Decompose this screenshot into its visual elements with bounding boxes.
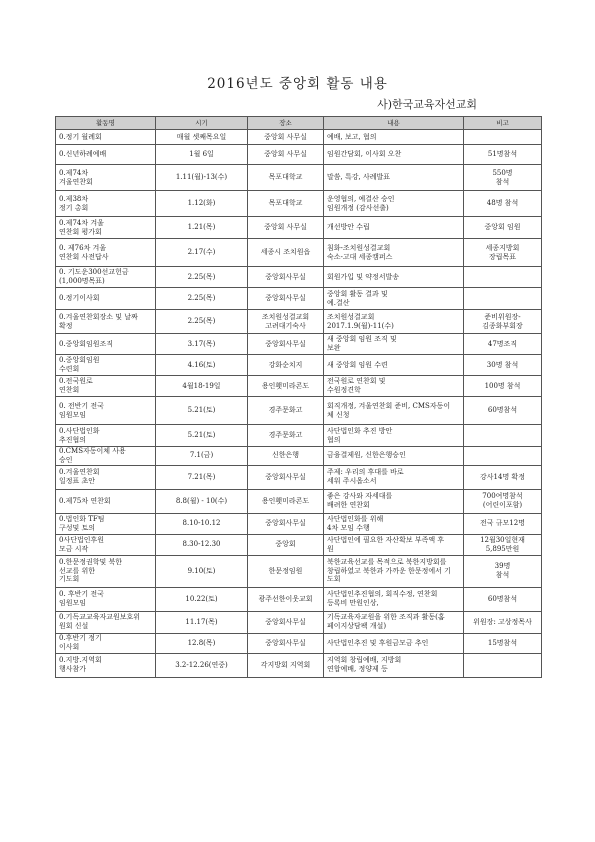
activity-name-cell: 0.제75차 연찬회: [56, 489, 156, 513]
content-cell: 지역회 창립예배, 지방회 연합예배, 정양제 등: [324, 653, 464, 677]
place-cell: 중앙회사무실: [248, 633, 324, 653]
activities-table: [55, 116, 542, 678]
place-cell: 각지방회 지역회: [248, 653, 324, 677]
period-cell: 11.17(목): [156, 611, 248, 633]
note-cell: 30명 참석: [464, 355, 542, 376]
activity-name-cell: 0. 후반기 전국 임원모임: [56, 587, 156, 611]
content-cell: 북한교육선교를 목적으로 북한지방회를 창립하였고 북한과 가까운 한문정에서 기 도회: [324, 555, 464, 587]
note-cell: [464, 288, 542, 310]
header-place: 장소: [248, 117, 324, 130]
activity-name-cell: 0.후반기 정기 이사회: [56, 633, 156, 653]
place-cell: 조치원성결교회 고려대기숙사: [248, 310, 324, 334]
content-cell: 임원간담회, 이사회 오찬: [324, 145, 464, 165]
header-note: 비고: [464, 117, 542, 130]
content-cell: 전국원로 연찬회 및 수원정견학: [324, 376, 464, 397]
table-row: [56, 489, 542, 513]
period-cell: 1.21(목): [156, 217, 248, 239]
place-cell: 경주문화고: [248, 397, 324, 425]
period-cell: 4.16(토): [156, 355, 248, 376]
period-cell: 3.2-12.26(연중): [156, 653, 248, 677]
content-cell: 기독교육자교원을 위한 조직과 활동(홈 페이지상담팩 개설): [324, 611, 464, 633]
activity-name-cell: 0. 제76차 겨울 연찬회 사전답사: [56, 239, 156, 267]
table-row: [56, 555, 542, 587]
place-cell: 중앙회사무실: [248, 465, 324, 489]
table-body: [56, 130, 542, 678]
place-cell: 중앙회사무실: [248, 513, 324, 534]
activity-name-cell: 0.한문정권학및 북한 선교를 위한 기도회: [56, 555, 156, 587]
period-cell: 12.8(목): [156, 633, 248, 653]
period-cell: 매월 셋째목요일: [156, 130, 248, 145]
table-row: [56, 425, 542, 447]
activity-name-cell: 0.정기 월례회: [56, 130, 156, 145]
content-cell: 회원가입 및 약정서발송: [324, 267, 464, 288]
note-cell: 강사14명 확정: [464, 465, 542, 489]
content-cell: 주제: 우리의 후대를 바로 세워 주시옵소서: [324, 465, 464, 489]
activity-name-cell: 0.지방.지역회 행사참가: [56, 653, 156, 677]
place-cell: 중앙회: [248, 534, 324, 555]
note-cell: 100명 참석: [464, 376, 542, 397]
note-cell: 60명참석: [464, 587, 542, 611]
activity-name-cell: 0.겨울연찬회장소 및 날짜 확정: [56, 310, 156, 334]
organization-name: 사)한국교육자선교회: [377, 98, 477, 111]
activity-name-cell: 0.신년하례예배: [56, 145, 156, 165]
period-cell: 8.10-10.12: [156, 513, 248, 534]
document-title: 2016년도 중앙회 활동 내용: [207, 76, 388, 92]
activity-name-cell: 0. 기도운300선교헌금 (1,000명목표): [56, 267, 156, 288]
place-cell: 중앙회사무실: [248, 334, 324, 355]
place-cell: 광주선한이웃교회: [248, 587, 324, 611]
table-row: [56, 653, 542, 677]
activity-name-cell: 0.제74차 겨울연찬회: [56, 165, 156, 191]
table-row: [56, 165, 542, 191]
table-row: [56, 465, 542, 489]
activity-name-cell: 0사단법인후원 모금 시작: [56, 534, 156, 555]
period-cell: 8.8(월) - 10(수): [156, 489, 248, 513]
content-cell: 사단법인추진 및 후원금모금 추인: [324, 633, 464, 653]
note-cell: 48명 참석: [464, 191, 542, 217]
activity-name-cell: 0.정기이사회: [56, 288, 156, 310]
table-row: [56, 355, 542, 376]
header-activity: 활동명: [56, 117, 156, 130]
content-cell: 중앙회 활동 결과 및 예.결산: [324, 288, 464, 310]
table-row: [56, 191, 542, 217]
table-row: [56, 611, 542, 633]
activity-name-cell: 0.중앙회임원 수련회: [56, 355, 156, 376]
place-cell: 중앙회 사무실: [248, 217, 324, 239]
period-cell: 5.21(토): [156, 397, 248, 425]
table-row: [56, 145, 542, 165]
place-cell: 세종시 조치원읍: [248, 239, 324, 267]
table-row: [56, 267, 542, 288]
place-cell: 중앙회사무실: [248, 611, 324, 633]
note-cell: 위원장: 고상정목사: [464, 611, 542, 633]
content-cell: 개선방안 수립: [324, 217, 464, 239]
table-row: [56, 310, 542, 334]
content-cell: 침화-조치원성결교회 숙소-고대 세종캠퍼스: [324, 239, 464, 267]
content-cell: 새 중앙회 임원 조직 및 보완: [324, 334, 464, 355]
period-cell: 5.21(토): [156, 425, 248, 447]
table-row: [56, 587, 542, 611]
period-cell: 4월18-19일: [156, 376, 248, 397]
content-cell: 운영협의, 예결산 승인 임원개정 (감사선출): [324, 191, 464, 217]
place-cell: 신한은행: [248, 447, 324, 466]
header-period: 시기: [156, 117, 248, 130]
note-cell: 15명참석: [464, 633, 542, 653]
place-cell: 중앙회 사무실: [248, 130, 324, 145]
header-content: 내용: [324, 117, 464, 130]
activity-name-cell: 0.겨울연찬회 일정표 초안: [56, 465, 156, 489]
activity-name-cell: 0.중앙회임원조직: [56, 334, 156, 355]
table-row: [56, 217, 542, 239]
content-cell: 예배, 보고, 협의: [324, 130, 464, 145]
table-row: [56, 239, 542, 267]
period-cell: 2.25(목): [156, 288, 248, 310]
table-row: [56, 334, 542, 355]
period-cell: 7.1(금): [156, 447, 248, 466]
period-cell: 8.30-12.30: [156, 534, 248, 555]
period-cell: 2.25(목): [156, 310, 248, 334]
place-cell: 중앙회 사무실: [248, 145, 324, 165]
table-row: [56, 130, 542, 145]
activity-name-cell: 0.법인화 TF팀 구성및 토의: [56, 513, 156, 534]
activity-name-cell: 0.제38차 정기 총회: [56, 191, 156, 217]
period-cell: 1.12(화): [156, 191, 248, 217]
content-cell: 말씀, 특강, 사례발표: [324, 165, 464, 191]
table-row: [56, 376, 542, 397]
activity-name-cell: 0.기독교교육자교원보호위 원회 신설: [56, 611, 156, 633]
note-cell: [464, 425, 542, 447]
place-cell: 강화순치지: [248, 355, 324, 376]
place-cell: 중앙회사무실: [248, 288, 324, 310]
note-cell: 12월30일현재 5,895만원: [464, 534, 542, 555]
note-cell: 중앙회 임원: [464, 217, 542, 239]
table-row: [56, 513, 542, 534]
content-cell: 사단법인추진협의, 회직수정, 연찬회 등록비 만원인상,: [324, 587, 464, 611]
period-cell: 2.25(목): [156, 267, 248, 288]
activity-name-cell: 0.전국원로 연찬회: [56, 376, 156, 397]
table-header-row: [56, 117, 542, 130]
period-cell: 1월 6일: [156, 145, 248, 165]
content-cell: 좋은 강사와 자세대를 배려한 연찬회: [324, 489, 464, 513]
content-cell: 금융결제원, 신한은행승인: [324, 447, 464, 466]
place-cell: 한문정임원: [248, 555, 324, 587]
place-cell: 용인횃미라콘도: [248, 489, 324, 513]
place-cell: 용인횃미라콘도: [248, 376, 324, 397]
place-cell: 중앙회사무실: [248, 267, 324, 288]
content-cell: 사단법인에 필요한 자산확보 부족액 후 원: [324, 534, 464, 555]
content-cell: 회직개정, 겨울연찬회 준비, CMS자동이 체 신청: [324, 397, 464, 425]
period-cell: 9.10(토): [156, 555, 248, 587]
content-cell: 사단법인화를 위해 4차 모임 수행: [324, 513, 464, 534]
note-cell: 60명참석: [464, 397, 542, 425]
note-cell: 700여명참석 (어린이포함): [464, 489, 542, 513]
period-cell: 2.17(수): [156, 239, 248, 267]
content-cell: 새 중앙회 임원 수련: [324, 355, 464, 376]
note-cell: 전국 규모12명: [464, 513, 542, 534]
table-row: [56, 633, 542, 653]
note-cell: 세종지방회 장립목표: [464, 239, 542, 267]
place-cell: 목포대학교: [248, 165, 324, 191]
table-row: [56, 534, 542, 555]
note-cell: 550명 참석: [464, 165, 542, 191]
period-cell: 1.11(월)-13(수): [156, 165, 248, 191]
place-cell: 경주문화고: [248, 425, 324, 447]
note-cell: 준비위원장- 김종화부회장: [464, 310, 542, 334]
note-cell: 39명 참석: [464, 555, 542, 587]
note-cell: [464, 447, 542, 466]
activity-name-cell: 0.제74차 겨울 연찬회 평가회: [56, 217, 156, 239]
period-cell: 10.22(토): [156, 587, 248, 611]
content-cell: 사단법인화 추진 방안 협의: [324, 425, 464, 447]
note-cell: 47명조직: [464, 334, 542, 355]
table-row: [56, 288, 542, 310]
activity-name-cell: 0.사단법인화 추진협의: [56, 425, 156, 447]
activity-name-cell: 0.CMS자동이체 사용 승인: [56, 447, 156, 466]
note-cell: [464, 130, 542, 145]
note-cell: [464, 653, 542, 677]
period-cell: 3.17(목): [156, 334, 248, 355]
period-cell: 7.21(목): [156, 465, 248, 489]
content-cell: 조치원성결교회 2017.1.9(월)-11(수): [324, 310, 464, 334]
table-row: [56, 397, 542, 425]
table-row: [56, 447, 542, 466]
note-cell: 51명참석: [464, 145, 542, 165]
activity-name-cell: 0. 전반기 전국 임원모임: [56, 397, 156, 425]
note-cell: [464, 267, 542, 288]
place-cell: 목포대학교: [248, 191, 324, 217]
